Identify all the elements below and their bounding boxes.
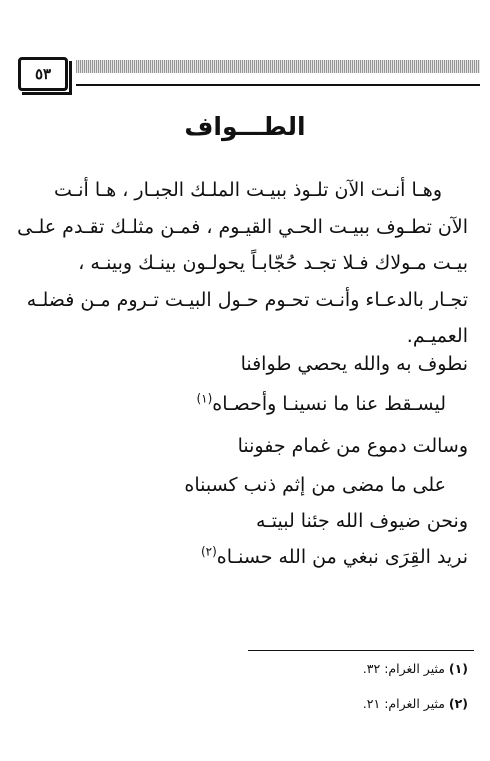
footnote [363, 661, 468, 676]
poem-verse [238, 435, 468, 457]
paragraph-line: الآن تطـوف ببيـت الحـي القيـوم ، فمـن مثلـك تقـدم علـى [17, 215, 468, 238]
header-decorative-band [76, 60, 480, 73]
footnote-reference: (١) [196, 391, 213, 406]
footnote [363, 696, 468, 711]
page-number [18, 57, 68, 91]
body-paragraph [17, 172, 468, 355]
paragraph-line: وهـا أنـت الآن تلـوذ ببيـت الملـك الجبـار ، هـا أنـت [54, 179, 442, 201]
footnote-text: مثير الغرام: ٢١. [362, 696, 445, 711]
page-number-text: ٥٣ [34, 65, 52, 83]
verse-text: نريد القِرَى نبغي من الله حسنـاه [216, 546, 468, 568]
poem-verse [184, 474, 446, 496]
verse-text: وسالت دموع من غمام جفوننا [237, 435, 468, 457]
poem-verse [256, 510, 468, 532]
footnote-number: (١) [448, 661, 468, 676]
paragraph-line: تجـار بالدعـاء وأنـت تحـوم حـول البيـت تـروم مـن فضلـه [26, 288, 468, 311]
poem-verse [196, 393, 446, 415]
header-rule [76, 84, 480, 86]
footnote-number: (٢) [448, 696, 468, 711]
verse-text: نطوف به والله يحصي طوافنا [240, 353, 468, 375]
footnote-reference: (٢) [200, 544, 217, 559]
verse-text: ليسـقط عنا ما نسينـا وأحصـاه [212, 393, 446, 415]
verse-text: على ما مضى من إثم ذنب كسبناه [184, 474, 446, 496]
verse-text: ونحن ضيوف الله جئنا لبيتـه [255, 510, 468, 532]
paragraph-line: بيـت مـولاك فـلا تجـد حُجّابـاً يحولـون بينـك وبينـه ، [78, 252, 468, 274]
poem-verse [241, 353, 468, 375]
footnote-rule [248, 650, 474, 651]
paragraph-line: العميـم. [406, 325, 468, 347]
chapter-title: الطـــواف [184, 112, 306, 141]
footnote-text: مثير الغرام: ٣٢. [362, 661, 445, 676]
poem-verse [201, 546, 468, 568]
